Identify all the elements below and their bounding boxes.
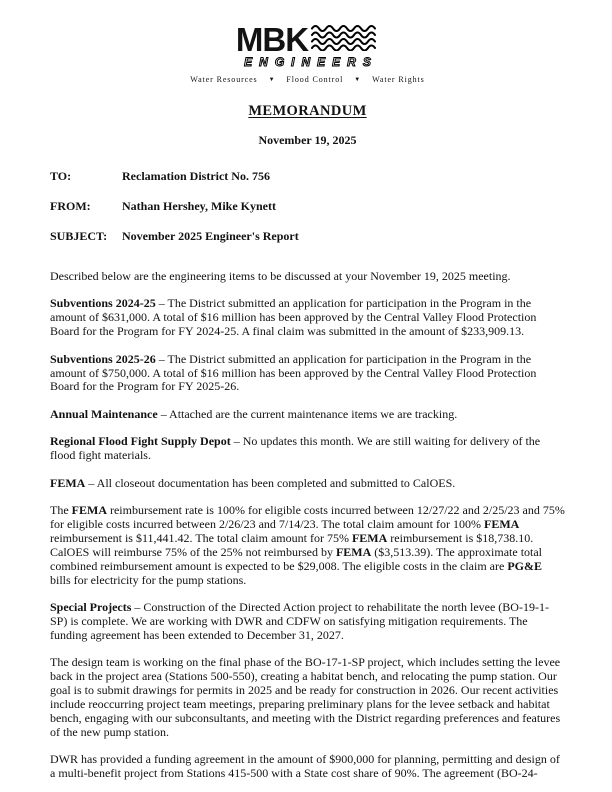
text-run: FEMA <box>351 530 388 545</box>
intro-paragraph: Described below are the engineering items to be discussed at your November 19, 2025 meeting. <box>50 269 511 283</box>
field-label: TO: <box>50 169 72 183</box>
text-run: reimbursement is $18,738.10. CalOES will reimburse 75% of the 25% not reimbursed by <box>50 530 534 559</box>
text-run: ($3,513.39). The approximate total combined reimbursement amount is expected to be $29,008. The eligible costs in the claim are <box>50 544 543 573</box>
paragraph-special-projects <box>50 601 565 643</box>
text-run: – The District submitted an application for participation in the Program in the amount of $750,000. A total of $16 million has been approved by the Central Valley Flood Protection Board for the Program for FY 2025-26. <box>50 351 537 394</box>
field-row-subject <box>50 229 565 244</box>
topic-lead: Special Projects <box>50 599 132 614</box>
text-run: FEMA <box>335 544 372 559</box>
text-run: FEMA <box>71 502 107 517</box>
division-text: ENGINEERS <box>244 55 378 69</box>
paragraph-flood-depot <box>50 435 565 463</box>
topic-lead: Annual Maintenance <box>50 406 158 421</box>
water-waves-icon <box>311 24 379 56</box>
memo-date: November 19, 2025 <box>258 133 357 147</box>
paragraph-annual-maintenance <box>50 408 565 422</box>
topic-lead: FEMA <box>50 475 86 490</box>
field-value: November 2025 Engineer's Report <box>122 229 299 243</box>
field-row-from <box>50 199 565 214</box>
field-label: FROM: <box>50 199 91 213</box>
field-row-to <box>50 169 565 184</box>
text-run: FEMA <box>484 516 520 531</box>
text-run: reimbursement rate is 100% for eligible costs incurred between 12/27/22 and 2/25/23 and 75% for eligible costs incurred between 2/26/23 and 7/14/23. The total claim amount for 100% <box>50 502 565 531</box>
brand-text: MBK <box>235 21 309 58</box>
text-run: – All closeout documentation has been completed and submitted to CalOES. <box>85 475 456 490</box>
logo-tagline <box>50 75 565 84</box>
text-run: reimbursement is $11,441.42. The total claim amount for 75% <box>50 530 352 545</box>
memo-title: MEMORANDUM <box>248 103 367 119</box>
text-run: – No updates this month. We are still waiting for delivery of the flood fight materials. <box>50 434 541 463</box>
header-fields <box>50 169 565 244</box>
paragraph-subventions-2025-26 <box>50 353 565 395</box>
text-run: bills for electricity for the pump stations. <box>50 572 247 587</box>
tagline-item: Flood Control <box>286 75 344 84</box>
tagline-item: Water Rights <box>372 75 425 84</box>
paragraph-dwr-funding: DWR has provided a funding agreement in the amount of $900,000 for planning, permitting and design of a multi-benefit project from Stations 415-500 with a State cost share of 90%. The agreement (BO-24- <box>50 752 560 780</box>
triangle-separator-icon: ▼ <box>268 77 276 83</box>
paragraph-fema-detail <box>50 504 565 587</box>
paragraph-design-team: The design team is working on the final phase of the BO-17-1-SP project, which includes setting the levee back in the project area (Stations 500-550), creating a habitat bench, and relocating the pump station. Our goal is to submit drawings for permits in 2025 and be ready for construction in 2026. Our recent activities include reoccurring project team meetings, preparing preliminary plans for the levee setback and habitat bench, engaging with our subconsultants, and meeting with the District regarding preferences and features of the new pump station. <box>50 655 561 739</box>
paragraph-fema <box>50 477 565 491</box>
text-run: The <box>50 502 72 517</box>
memo-body <box>50 270 565 781</box>
text-run: – The District submitted an application for participation in the Program in the amount of $631,000. A total of $16 million has been approved by the Central Valley Flood Protection Board for the Program for FY 2024-25. A final claim was submitted in the amount of $233,909.13. <box>50 296 537 339</box>
text-run: – Attached are the current maintenance items we are tracking. <box>157 406 458 421</box>
triangle-separator-icon: ▼ <box>354 77 362 83</box>
field-value: Nathan Hershey, Mike Kynett <box>122 199 276 213</box>
text-run: – Construction of the Directed Action project to rehabilitate the north levee (BO-19-1-SP) is complete. We are working with DWR and CDFW on satisfying mitigation requirements. The funding agreement has been extended to December 31, 2027. <box>50 599 549 642</box>
tagline-item: Water Resources <box>190 75 258 84</box>
paragraph-subventions-2024-25 <box>50 297 565 339</box>
field-label: SUBJECT: <box>50 229 108 243</box>
company-logo <box>50 21 565 84</box>
topic-lead: Subventions 2025-26 <box>50 351 156 366</box>
field-value: Reclamation District No. 756 <box>122 169 270 183</box>
text-run: PG&E <box>507 558 542 573</box>
topic-lead: Subventions 2024-25 <box>50 296 156 311</box>
topic-lead: Regional Flood Fight Supply Depot <box>50 434 231 449</box>
